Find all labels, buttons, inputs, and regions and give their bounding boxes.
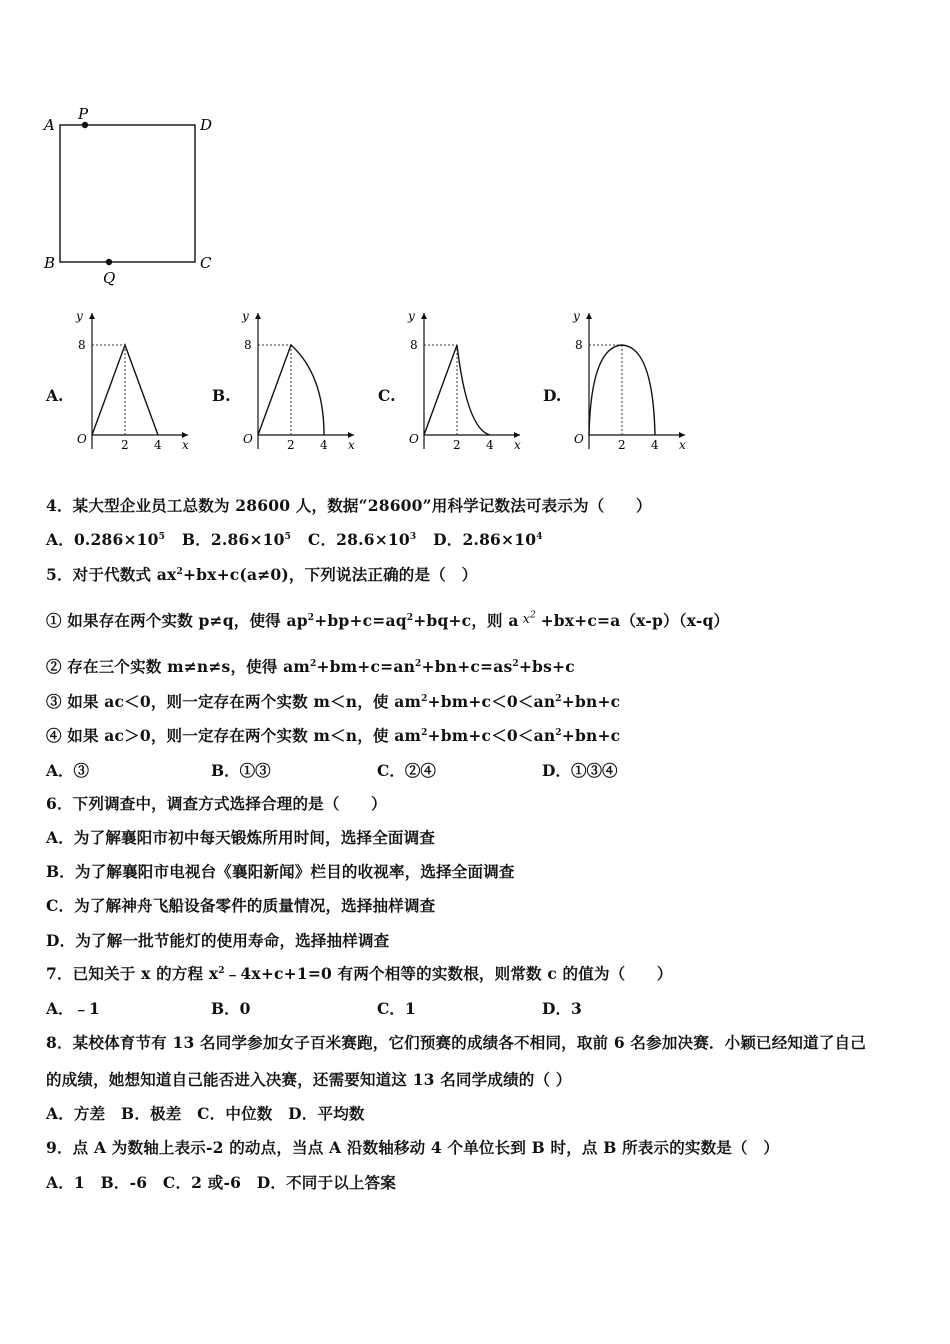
label-a: A bbox=[44, 116, 55, 134]
q7-stem: 7．已知关于 x 的方程 $x^2﹣4x+c+1=0$ 有两个相等的实数根，则常数 c 的值为（ ） bbox=[46, 964, 673, 983]
q4-option-a[interactable]: A．$0.286\times 10^5$ bbox=[46, 530, 166, 549]
square-outline bbox=[60, 125, 195, 262]
y-axis-label: y bbox=[408, 309, 415, 323]
q7-option-d[interactable]: D．3 bbox=[542, 999, 582, 1018]
q5-option-d[interactable]: D．①③④ bbox=[542, 761, 618, 780]
x-axis-label: x bbox=[514, 438, 521, 452]
q5-option-c[interactable]: C．②④ bbox=[377, 761, 436, 780]
q8-stem-line1: 8．某校体育节有 13 名同学参加女子百米赛跑，它们预赛的成绩各不相同，取前 6 名参加决赛．小颖已经知道了自己 bbox=[46, 1033, 866, 1052]
q5-stem: 5．对于代数式 $ax^2+bx+c(a\ne 0)$，下列说法正确的是（ ） bbox=[46, 565, 478, 584]
q8-stem-line2: 的成绩，她想知道自己能否进入决赛，还需要知道这 13 名同学成绩的（ ） bbox=[46, 1070, 572, 1089]
q5-option-b[interactable]: B．①③ bbox=[211, 761, 271, 780]
origin-label: O bbox=[77, 432, 87, 446]
graph-option-letter[interactable]: A. bbox=[46, 386, 64, 405]
q6-stem: 6．下列调查中，调查方式选择合理的是（ ） bbox=[46, 794, 387, 813]
q9-options[interactable]: A．1 B．-6 C．2 或-6 D．不同于以上答案 bbox=[46, 1173, 397, 1192]
x-tick-label-2: 2 bbox=[287, 438, 295, 452]
y-axis-arrow bbox=[255, 313, 261, 319]
x-tick-label-2: 2 bbox=[618, 438, 626, 452]
x-tick-label-4: 4 bbox=[320, 438, 328, 452]
q7-option-a[interactable]: A．﹣1 bbox=[46, 999, 100, 1018]
q4-option-b[interactable]: B．$2.86\times 10^5$ bbox=[181, 530, 292, 549]
y-tick-label-8: 8 bbox=[410, 338, 418, 352]
q6-option-c[interactable]: C．为了解神舟飞船设备零件的质量情况，选择抽样调查 bbox=[46, 896, 436, 915]
origin-label: O bbox=[574, 432, 584, 446]
square-figure bbox=[40, 100, 230, 290]
graph-option-c bbox=[402, 305, 532, 455]
q5-statement-1: ① 如果存在两个实数 p≠q，使得 $ap^2+bp+c=aq^2+bq+c$，则 a $x^2$ +bx+c=a（x-p）（x-q） bbox=[46, 610, 730, 630]
q7-option-c[interactable]: C．1 bbox=[377, 999, 416, 1018]
x-tick-label-2: 2 bbox=[121, 438, 129, 452]
label-q: Q bbox=[103, 269, 116, 287]
x-tick-label-4: 4 bbox=[651, 438, 659, 452]
y-axis-arrow bbox=[421, 313, 427, 319]
graph-option-letter[interactable]: D. bbox=[543, 386, 562, 405]
q5-statement-3: ③ 如果 ac＜0，则一定存在两个实数 m＜n，使 $am^2+bm+c<0<an^2+bn+c$ bbox=[46, 692, 621, 711]
q4-option-d[interactable]: D．$2.86\times 10^4$ bbox=[433, 530, 543, 549]
x-axis-label: x bbox=[348, 438, 355, 452]
q6-option-b[interactable]: B．为了解襄阳市电视台《襄阳新闻》栏目的收视率，选择全面调查 bbox=[46, 862, 515, 881]
x-tick-label-4: 4 bbox=[486, 438, 494, 452]
q5-statement-2: ② 存在三个实数 m≠n≠s，使得 $am^2+bm+c=an^2+bn+c=as^2+bs+c$ bbox=[46, 657, 575, 676]
q5-option-a[interactable]: A．③ bbox=[46, 761, 90, 780]
x-axis-label: x bbox=[679, 438, 686, 452]
graph-option-b bbox=[236, 305, 366, 455]
x-axis-label: x bbox=[182, 438, 189, 452]
graph-option-d bbox=[567, 305, 697, 455]
q4-option-c[interactable]: C．$28.6\times 10^3$ bbox=[307, 530, 417, 549]
y-tick-label-8: 8 bbox=[575, 338, 583, 352]
label-b: B bbox=[44, 254, 56, 272]
q4-options bbox=[46, 528, 543, 550]
graph-option-letter[interactable]: C. bbox=[378, 386, 396, 405]
y-axis-label: y bbox=[573, 309, 580, 323]
q8-options[interactable]: A．方差 B．极差 C．中位数 D．平均数 bbox=[46, 1104, 365, 1123]
graph-option-letter[interactable]: B. bbox=[212, 386, 231, 405]
origin-label: O bbox=[409, 432, 419, 446]
y-axis-label: y bbox=[76, 309, 83, 323]
label-p: P bbox=[78, 105, 89, 123]
graph-option-a bbox=[70, 305, 200, 455]
q5-statement-4: ④ 如果 ac＞0，则一定存在两个实数 m＜n，使 $am^2+bm+c<0<an^2+bn+c$ bbox=[46, 726, 621, 745]
y-tick-label-8: 8 bbox=[78, 338, 86, 352]
q9-stem: 9．点 A 为数轴上表示-2 的动点，当点 A 沿数轴移动 4 个单位长到 B 时，点 B 所表示的实数是（ ） bbox=[46, 1138, 780, 1157]
y-axis-label: y bbox=[242, 309, 249, 323]
label-c: C bbox=[200, 254, 212, 272]
y-axis-arrow bbox=[89, 313, 95, 319]
q6-option-d[interactable]: D．为了解一批节能灯的使用寿命，选择抽样调查 bbox=[46, 931, 390, 950]
q6-option-a[interactable]: A．为了解襄阳市初中每天锻炼所用时间，选择全面调查 bbox=[46, 828, 436, 847]
q4-stem: 4．某大型企业员工总数为 28600 人，数据“28600”用科学记数法可表示为（ ） bbox=[46, 496, 652, 515]
point-q bbox=[106, 259, 112, 265]
label-d: D bbox=[200, 116, 213, 134]
y-tick-label-8: 8 bbox=[244, 338, 252, 352]
x-tick-label-2: 2 bbox=[453, 438, 461, 452]
x-tick-label-4: 4 bbox=[154, 438, 162, 452]
q7-option-b[interactable]: B．0 bbox=[211, 999, 251, 1018]
origin-label: O bbox=[243, 432, 253, 446]
y-axis-arrow bbox=[586, 313, 592, 319]
q5-x-squared: $x^2$ bbox=[522, 610, 537, 627]
